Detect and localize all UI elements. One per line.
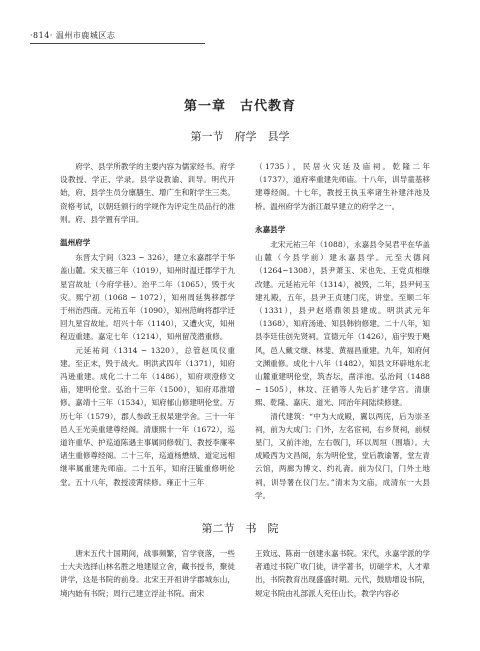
bottom-right-column [255, 547, 430, 600]
subheading-wenzhou-prefecture-school: 温州府学 [60, 238, 91, 248]
subheading-yongjia-county-school: 永嘉县学 [255, 224, 286, 234]
section-title-2: 第二节 书 院 [201, 522, 279, 535]
paragraph: 元延祐间（1314 ~ 1320），总管赵凤仪重建。至正末，毁于战火。明洪武四年（1371），知府冯逊重建。成化二十二年（1486），知府项澄修文庙，建明伦堂。弘治十三年（1500），知府邓淮增修。嘉靖十三年（1534），知府郁山修建明伦堂。万历七年（1579），郡人参政王叔杲建学舍。三十一年邑人王光美重建尊经阁。清康熙十一年（1672），巡道许重华、护巡道陈遇主事属同修戟门、教授李廉率诸生重修尊经阁。二十三年，巡道杨懋绩、道定远相继率属重建先师庙。二十五年，知府汪毓重修明伦堂。五十八年，教授凌霄续修。雍正十三年 [60, 345, 235, 487]
intro-paragraph: 府学、县学所教学的主要内容为儒家经书。府学设教授、学正、学录。县学设教谕、训导。明代开始，府、县学生员分廪膳生、增广生和附学生三类。资格考试，以朝廷颁行的学规作为评定生员品行的准则。府、县学置有学田。 [60, 162, 235, 224]
paragraph: 东晋太宁间（323 ~ 326），建立永嘉郡学于华盖山麓。宋天禧三年（1019），知州时温迁郡学于九星宫故址（今府学巷）。治平二年（1065），毁于火灾。熙宁初（1068 ~ 1072），知州周延隽移郡学于州治西南。元祐五年（1090），知州范峋将郡学迁回九星宫故址。绍兴十年（1140），又遭火灾，知州程迈重建。嘉定七年（1214），知州留茂潜重修。 [60, 253, 235, 342]
paragraph: （1735），民居火灾延及庙祠。乾隆二年（1737），道府率重建先师庙。十八年，训导童基移建尊经阁。十七年，教授王执玉率诸生补建泮池及桥。温州府学为浙江最早建立的府学之一。 [255, 162, 430, 211]
bottom-left-column [60, 547, 235, 600]
paragraph: 北宋元祐三年（1088），永嘉县令吴君平在华盖山麓（今县学前）建永嘉县学。元至大德间（1264~1308），县尹萧玉、宋也先、王党贞相继改建。元延祐元年（1314），被毁，二年，县尹何玉建礼殿，五年，县尹王贞建门庑，讲堂。至顺二年（1331），县尹赵塔鼎领县建成。明洪武元年（1368），知府汤逊、知县韩钧修建。二十八年，知县李廷佳创先贤祠。宣德元年（1426），庙宇毁于飓风，邑人戴文继、林斐、黄福昌重建。九年，知府何文渊重修。成化十八年（1482），知县文环辟地东北山麓重建明伦堂，筑杏坛，凿洋池。弘治间（1488 ~ 1505），林坟、汪循等人先后扩建学宫。清康熙、乾隆、嘉庆、道光、同治年间陆续修建。 [255, 240, 430, 408]
paragraph: 王致远、陈南一创建永嘉书院。宋代，永嘉学派的学者通过书院广收门徒，讲学著书，切磋学术，人才辈出，书院教育出现盛盛时期。元代，鼓励增设书院，规定书院由礼部派人充任山长，教学内容必 [255, 549, 430, 598]
paragraph: 清代建筑：“中为大成殿，翼以两庑，后为崇圣祠，前为大成门；门外，左名宦祠，右乡贤祠，前棂星门，又前泮池，左右戟门，环以周垣（围墙）。大成殿西为文昌阁，东为明伦堂，堂后教谕署，堂左青云馆，两廊为博文、约礼斋。前为仪门，门外土地祠，训导署在仪门左。”清末为文庙，成清东一大县学。 [255, 411, 430, 500]
running-head: ·814· 温州市鹿城区志 [30, 31, 116, 40]
section-title-1: 第一节 府学 县学 [190, 130, 290, 143]
right-column [255, 160, 430, 502]
left-column [60, 160, 235, 489]
chapter-title: 第一章 古代教育 [183, 99, 296, 114]
header-rule [30, 43, 205, 44]
paragraph: 唐末五代十国期间，战事频繁，官学衰落，一些士大夫选择山林名胜之地建屋立舍，藏书授书，聚徒讲学，这是书院的前身。北宋王开祖讲学郡城东山，境内始有书院；周行己建立浮沚书院。南宋 [60, 549, 235, 598]
